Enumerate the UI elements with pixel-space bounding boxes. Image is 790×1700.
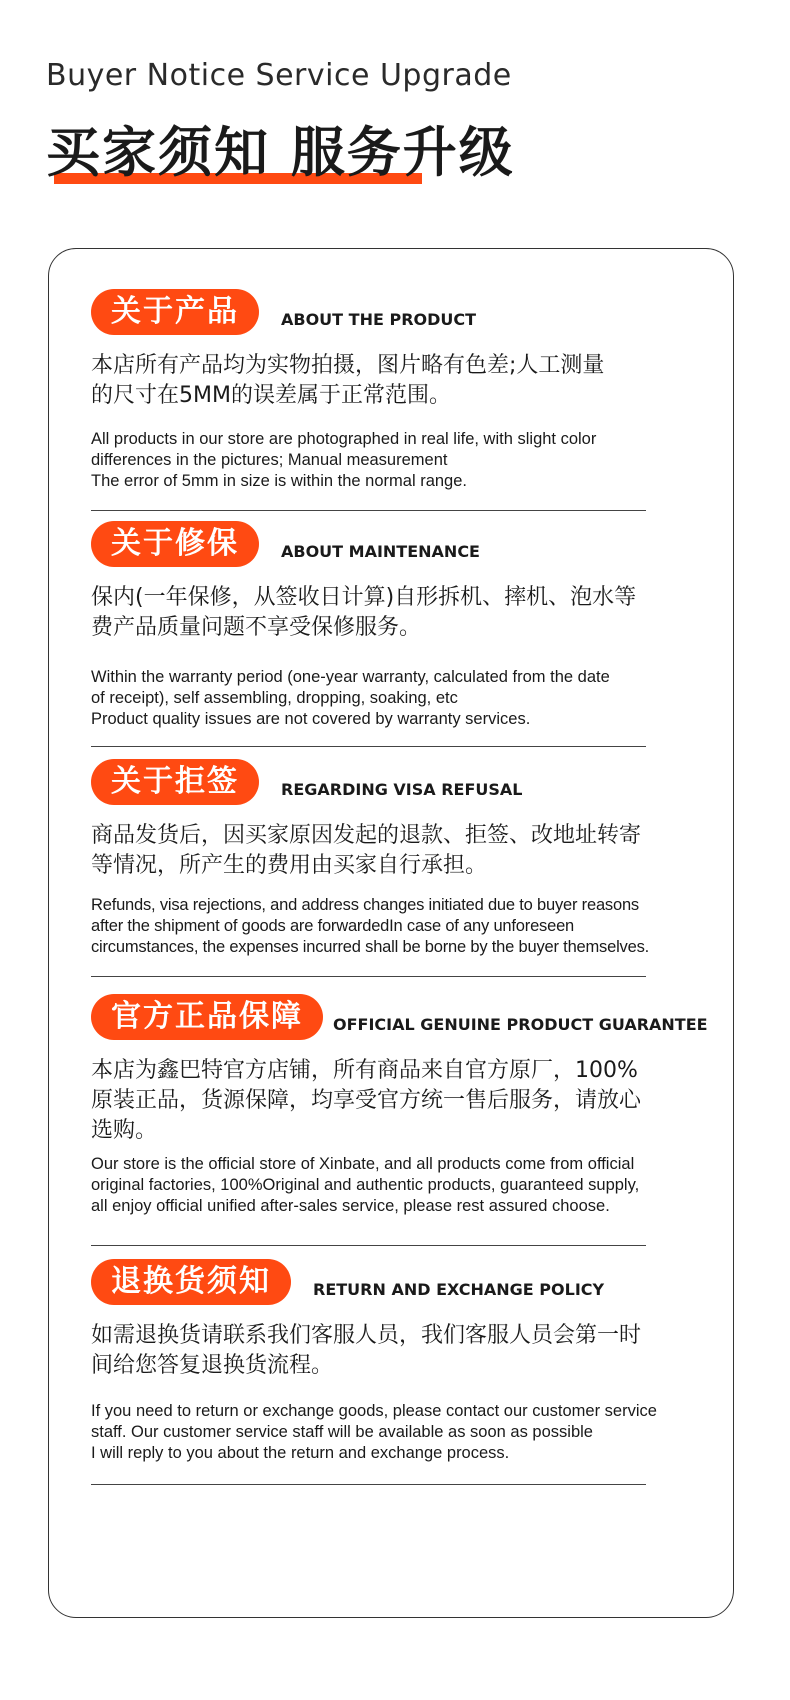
section-divider [91, 1484, 646, 1485]
en-line: I will reply to you about the return and exchange process. [91, 1444, 510, 1462]
section-badge: 退换货须知 [91, 1259, 291, 1305]
section-badge: 官方正品保障 [91, 994, 323, 1040]
section-header [91, 289, 711, 335]
en-line: of receipt), self assembling, dropping, soaking, etc [91, 689, 458, 707]
section-divider [91, 746, 646, 747]
en-line: Product quality issues are not covered by warranty services. [91, 710, 531, 728]
en-line: staff. Our customer service staff will be available as soon as possible [91, 1423, 593, 1441]
en-line: circumstances, the expenses incurred shall be borne by the buyer themselves. [91, 938, 650, 956]
page-title-zh: 买家须知 服务升级 [46, 121, 515, 184]
section-heading: OFFICIAL GENUINE PRODUCT GUARANTEE [333, 1014, 708, 1034]
en-line: The error of 5mm in size is within the normal range. [91, 472, 467, 490]
section-header [91, 759, 711, 805]
page-title-zh-wrap [46, 121, 515, 191]
section-header [91, 521, 711, 567]
section-badge: 关于产品 [91, 289, 259, 335]
page-header [46, 58, 515, 191]
section-text-en [91, 429, 711, 492]
section-text-en [91, 1401, 711, 1464]
section-return-policy [91, 1259, 711, 1485]
section-text-en [91, 1154, 711, 1217]
section-divider [91, 976, 646, 977]
section-about-product [91, 289, 711, 511]
section-text-zh: 保内(一年保修，从签收日计算)自形拆机、摔机、泡水等费产品质量问题不享受保修服务。 [91, 585, 637, 640]
section-text-zh: 商品发货后，因买家原因发起的退款、拒签、改地址转寄等情况，所产生的费用由买家自行承担。 [91, 823, 642, 878]
section-heading: RETURN AND EXCHANGE POLICY [313, 1279, 605, 1299]
en-line: All products in our store are photographed in real life, with slight color [91, 430, 597, 448]
notice-card [48, 248, 734, 1618]
section-text-zh: 如需退换货请联系我们客服人员，我们客服人员会第一时间给您答复退换货流程。 [91, 1323, 642, 1378]
section-text-en [91, 895, 711, 958]
section-divider [91, 510, 646, 511]
section-divider [91, 1245, 646, 1246]
section-official-guarantee [91, 994, 711, 1246]
section-badge: 关于修保 [91, 521, 259, 567]
page-title-en: Buyer Notice Service Upgrade [46, 58, 512, 93]
section-heading: ABOUT MAINTENANCE [281, 541, 480, 561]
en-line: all enjoy official unified after-sales service, please rest assured choose. [91, 1197, 610, 1215]
en-line: Within the warranty period (one-year warranty, calculated from the date [91, 668, 610, 686]
section-text-zh: 本店所有产品均为实物拍摄，图片略有色差;人工测量的尺寸在5MM的误差属于正常范围。 [91, 353, 605, 408]
section-visa-refusal [91, 759, 711, 977]
section-text-en [91, 667, 711, 730]
en-line: Refunds, visa rejections, and address changes initiated due to buyer reasons [91, 896, 639, 914]
section-heading: ABOUT THE PRODUCT [281, 309, 477, 329]
en-line: Our store is the official store of Xinbate, and all products come from official [91, 1155, 635, 1173]
section-header [91, 1259, 711, 1305]
section-about-maintenance [91, 521, 711, 747]
section-header [91, 994, 711, 1040]
section-heading: REGARDING VISA REFUSAL [281, 779, 523, 799]
en-line: after the shipment of goods are forwardedIn case of any unforeseen [91, 917, 575, 935]
section-badge: 关于拒签 [91, 759, 259, 805]
en-line: original factories, 100%Original and authentic products, guaranteed supply, [91, 1176, 640, 1194]
section-text-zh: 本店为鑫巴特官方店铺，所有商品来自官方原厂，100%原装正品，货源保障，均享受官方统一售后服务，请放心选购。 [91, 1058, 642, 1143]
en-line: If you need to return or exchange goods, please contact our customer service [91, 1402, 657, 1420]
en-line: differences in the pictures; Manual measurement [91, 451, 448, 469]
